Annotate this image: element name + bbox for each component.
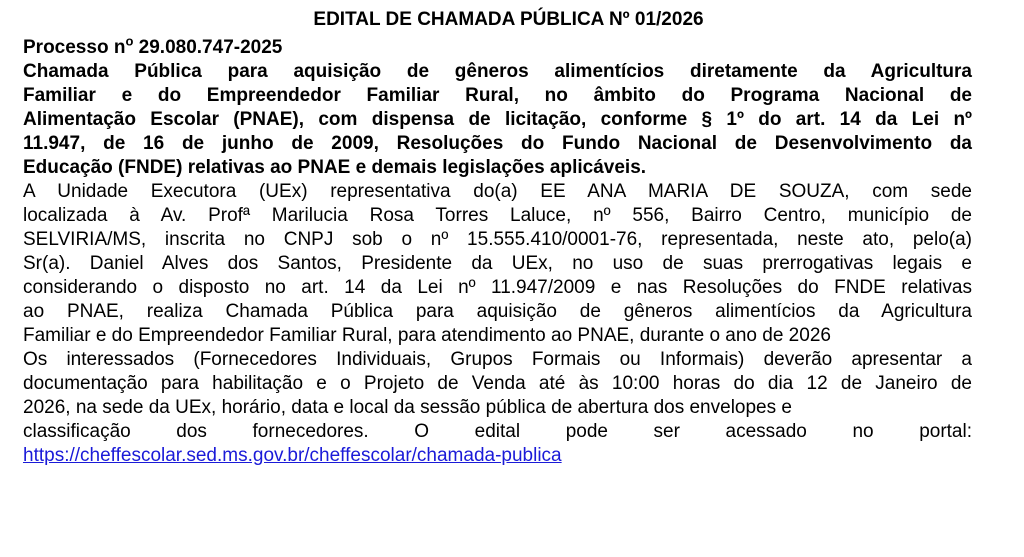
body-line: A Unidade Executora (UEx) representativa do(a) EE ANA MARIA DE SOUZA, com sede — [23, 181, 972, 202]
body-line: considerando o disposto no art. 14 da Lei nº 11.947/2009 e nas Resoluções do FNDE relativas — [23, 277, 972, 298]
process-label: Processo n — [23, 37, 126, 58]
body-line: SELVIRIA/MS, inscrita no CNPJ sob o nº 15.555.410/0001-76, representada, neste ato, pelo(a) — [23, 229, 972, 250]
body-line: classificação dos fornecedores. O edital pode ser acessado no portal: — [23, 421, 972, 442]
body-line: Os interessados (Fornecedores Individuais, Grupos Formais ou Informais) deverão apresentar a — [23, 349, 972, 370]
process-label-superscript: o — [125, 33, 134, 49]
body-line: 2026, na sede da UEx, horário, data e local da sessão pública de abertura dos envelopes e — [23, 397, 792, 418]
notice-body — [23, 180, 972, 468]
subject-line: Chamada Pública para aquisição de gêneros alimentícios diretamente da Agricultura — [23, 61, 972, 82]
body-line: localizada à Av. Profª Marilucia Rosa Torres Laluce, nº 556, Bairro Centro, município de — [23, 205, 972, 226]
subject-line: Alimentação Escolar (PNAE), com dispensa de licitação, conforme § 1º do art. 14 da Lei nº — [23, 109, 972, 130]
subject-line: Educação (FNDE) relativas ao PNAE e demais legislações aplicáveis. — [23, 157, 647, 178]
subject-line: Familiar e do Empreendedor Familiar Rural, no âmbito do Programa Nacional de — [23, 85, 972, 106]
body-line: Familiar e do Empreendedor Familiar Rural, para atendimento ao PNAE, durante o ano de 2026 — [23, 325, 831, 346]
process-number-value: 29.080.747-2025 — [133, 37, 283, 58]
notice-title: EDITAL DE CHAMADA PÚBLICA Nº 01/2026 — [313, 9, 704, 30]
process-number — [23, 33, 972, 60]
portal-link[interactable]: https://cheffescolar.sed.ms.gov.br/cheffescolar/chamada-publica — [23, 445, 562, 466]
body-line: Sr(a). Daniel Alves dos Santos, Presidente da UEx, no uso de suas prerrogativas legais e — [23, 253, 972, 274]
body-line: documentação para habilitação e o Projeto de Venda até às 10:00 horas do dia 12 de Janeiro de — [23, 373, 972, 394]
notice-subject — [23, 60, 972, 180]
subject-line: 11.947, de 16 de junho de 2009, Resoluções do Fundo Nacional de Desenvolvimento da — [23, 133, 972, 154]
body-line: ao PNAE, realiza Chamada Pública para aquisição de gêneros alimentícios da Agricultura — [23, 301, 972, 322]
